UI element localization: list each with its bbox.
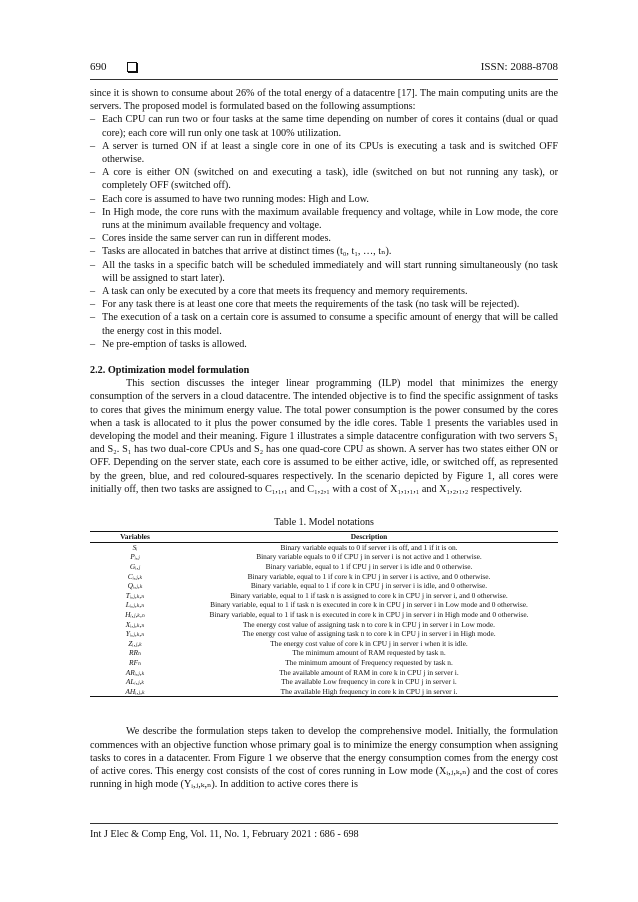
table-row: Pᵢ,ⱼ Binary variable equals to 0 if CPU j in server i is not active and 1 otherwise. (130, 552, 482, 562)
list-item: – Tasks are allocated in batches that arrive at distinct times (t₀, t₁, …, tₙ). (90, 246, 392, 258)
list-item: – Each core is assumed to have two running modes: High and Low. (90, 193, 369, 205)
table-row: RRₙ The minimum amount of RAM requested by task n. (128, 648, 446, 658)
table-row: Zᵢ,ⱼ,ₖ The energy cost value of core k in CPU j in server i when it is idle. (128, 638, 468, 648)
issn: ISSN: 2088-8708 (480, 61, 558, 73)
table-row: Qᵢ,ⱼ,ₖ Binary variable, equal to 1 if core k in CPU j in server i is idle, and 0 otherwise. (127, 581, 488, 591)
table-row: ARᵢ,ⱼ,ₖ The available amount of RAM in core k in CPU j in server i. (125, 667, 459, 677)
list-item: – A server is turned ON if at least a single core in one of its CPUs is executing a task and is switched OFF otherwise. (90, 140, 558, 166)
header-rule (90, 79, 558, 80)
list-item: – In High mode, the core runs with the maximum available frequency and voltage, while in Low mode, the core runs at the minimum available frequency and voltage. (90, 206, 558, 232)
notation-table (90, 531, 558, 697)
table-row: Xᵢ,ⱼ,ₖ,ₙ The energy cost value of assigning task n to core k in CPU j in server i in Low mode. (125, 619, 495, 629)
section-heading: 2.2. Optimization model formulation (90, 365, 250, 377)
square-icon (127, 62, 137, 72)
main-content (90, 87, 558, 791)
table-row: ALᵢ,ⱼ,ₖ The available Low frequency in core k in CPU j in server i. (125, 677, 457, 687)
column-header: Variables (90, 532, 180, 543)
assumption-list (90, 113, 558, 351)
list-item: – A task can only be executed by a core that meets its frequency and memory requirements. (90, 286, 468, 298)
table-row: Yᵢ,ⱼ,ₖ,ₙ The energy cost value of assigning task n to core k in CPU j in server i in High mode. (125, 629, 496, 639)
table-row: RFₙ The minimum amount of Frequency requested by task n. (128, 658, 453, 668)
column-header: Description (180, 532, 558, 543)
table-row: Cᵢ,ⱼ,ₖ Binary variable, equal to 1 if core k in CPU j in server i is active, and 0 otherwise. (127, 571, 491, 581)
list-item: – A core is either ON (switched on and executing a task), idle (switched on but not running any task), or completely OFF (switched off). (90, 167, 558, 192)
table-row: Tᵢ,ⱼ,ₖ,ₙ Binary variable, equal to 1 if task n is assigned to core k in CPU j in server i, and 0 otherwise. (125, 590, 508, 600)
intro-paragraph: since it is shown to consume about 26% of the total energy of a datacentre [17]. The main computing units are the servers. The proposed model is formulated based on the following assumptions: (90, 88, 558, 113)
list-item: – Ne pre-emption of tasks is allowed. (90, 338, 247, 350)
table-header-row (90, 532, 558, 543)
list-item: – All the tasks in a specific batch will be scheduled immediately and will start running simultaneously (no task will be assigned to start later). (90, 259, 558, 284)
table-row: Sᵢ Binary variable equals to 0 if server i is off, and 1 if it is on. (132, 542, 458, 552)
list-item: – The execution of a task on a certain core is assumed to consume a specific amount of energy that will be called the energy cost in this model. (90, 312, 558, 337)
closing-paragraph: We describe the formulation steps taken to develop the comprehensive model. Initially, the formulation commences with an objective function whose primary goal is to minimize the energy consumption when assigning tasks to cores in a datacenter. From Figure 1 we observe that the energy consumption comes from the energy cost of active cores. This energy cost consists of the cost of cores running in Low mode (Xᵢ,ⱼ,ₖ,ₙ) and the cost of cores running in high mode (Yᵢ,ⱼ,ₖ,ₙ). In addition to active cores there is (90, 726, 558, 791)
table-row: Gᵢ,ⱼ Binary variable, equal to 1 if CPU j in server i is idle and 0 otherwise. (129, 562, 473, 572)
list-item: – Cores inside the same server can run in different modes. (90, 233, 331, 245)
section-paragraph: This section discusses the integer linear programming (ILP) model that minimizes the energy consumption of the servers in a cloud datacentre. The intended objective is to find the specific assignment of tasks to cores that gives the minimum energy value. The total power consumption is the power consumed by the cores when a task is allocated to it plus the power consumed by the idle cores. Table 1 presents the variables used in developing the model and their meaning. Figure 1 illustrates a simple datacentre configuration with two servers S₁ and S₂. S₁ has two dual-core CPUs and S₂ has one quad-core CPU as shown. A server has two states either ON or OFF. Depending on the server state, each core is assumed to be either active, idle, or switched off, as represented by the green, blue, and red coloured-squares respectively. In the scenario depicted by Figure 1, all cores were initially off, then two tasks are assigned to C₁,₁,₁ and C₁,₂,₁ with a cost of X₁,₁,₁,₁ and X₁,₂,₁,₂ respectively. (90, 378, 558, 495)
table-caption: Table 1. Model notations (274, 517, 374, 529)
table-row: AHᵢ,ⱼ,ₖ The available High frequency in core k in CPU j in server i. (90, 687, 558, 697)
page-footer: Int J Elec & Comp Eng, Vol. 11, No. 1, February 2021 : 686 - 698 (90, 829, 359, 840)
page-number: 690 (90, 61, 107, 73)
table-row: Lᵢ,ⱼ,ₖ,ₙ Binary variable, equal to 1 if task n is executed in core k in CPU j in server i in Low mode and 0 otherwise. (125, 600, 528, 610)
footer-rule (90, 823, 558, 824)
table-row: Hᵢ,ⱼ,ₖ,ₙ Binary variable, equal to 1 if task n is executed in core k in CPU j in server i in High mode and 0 otherwise. (125, 610, 529, 620)
list-item: – Each CPU can run two or four tasks at the same time depending on number of cores it contains (dual or quad core); each core will run only one task at 100% utilization. (90, 114, 558, 139)
list-item: – For any task there is at least one core that meets the requirements of the task (no task will be rejected). (90, 299, 520, 311)
page-header (90, 61, 558, 77)
